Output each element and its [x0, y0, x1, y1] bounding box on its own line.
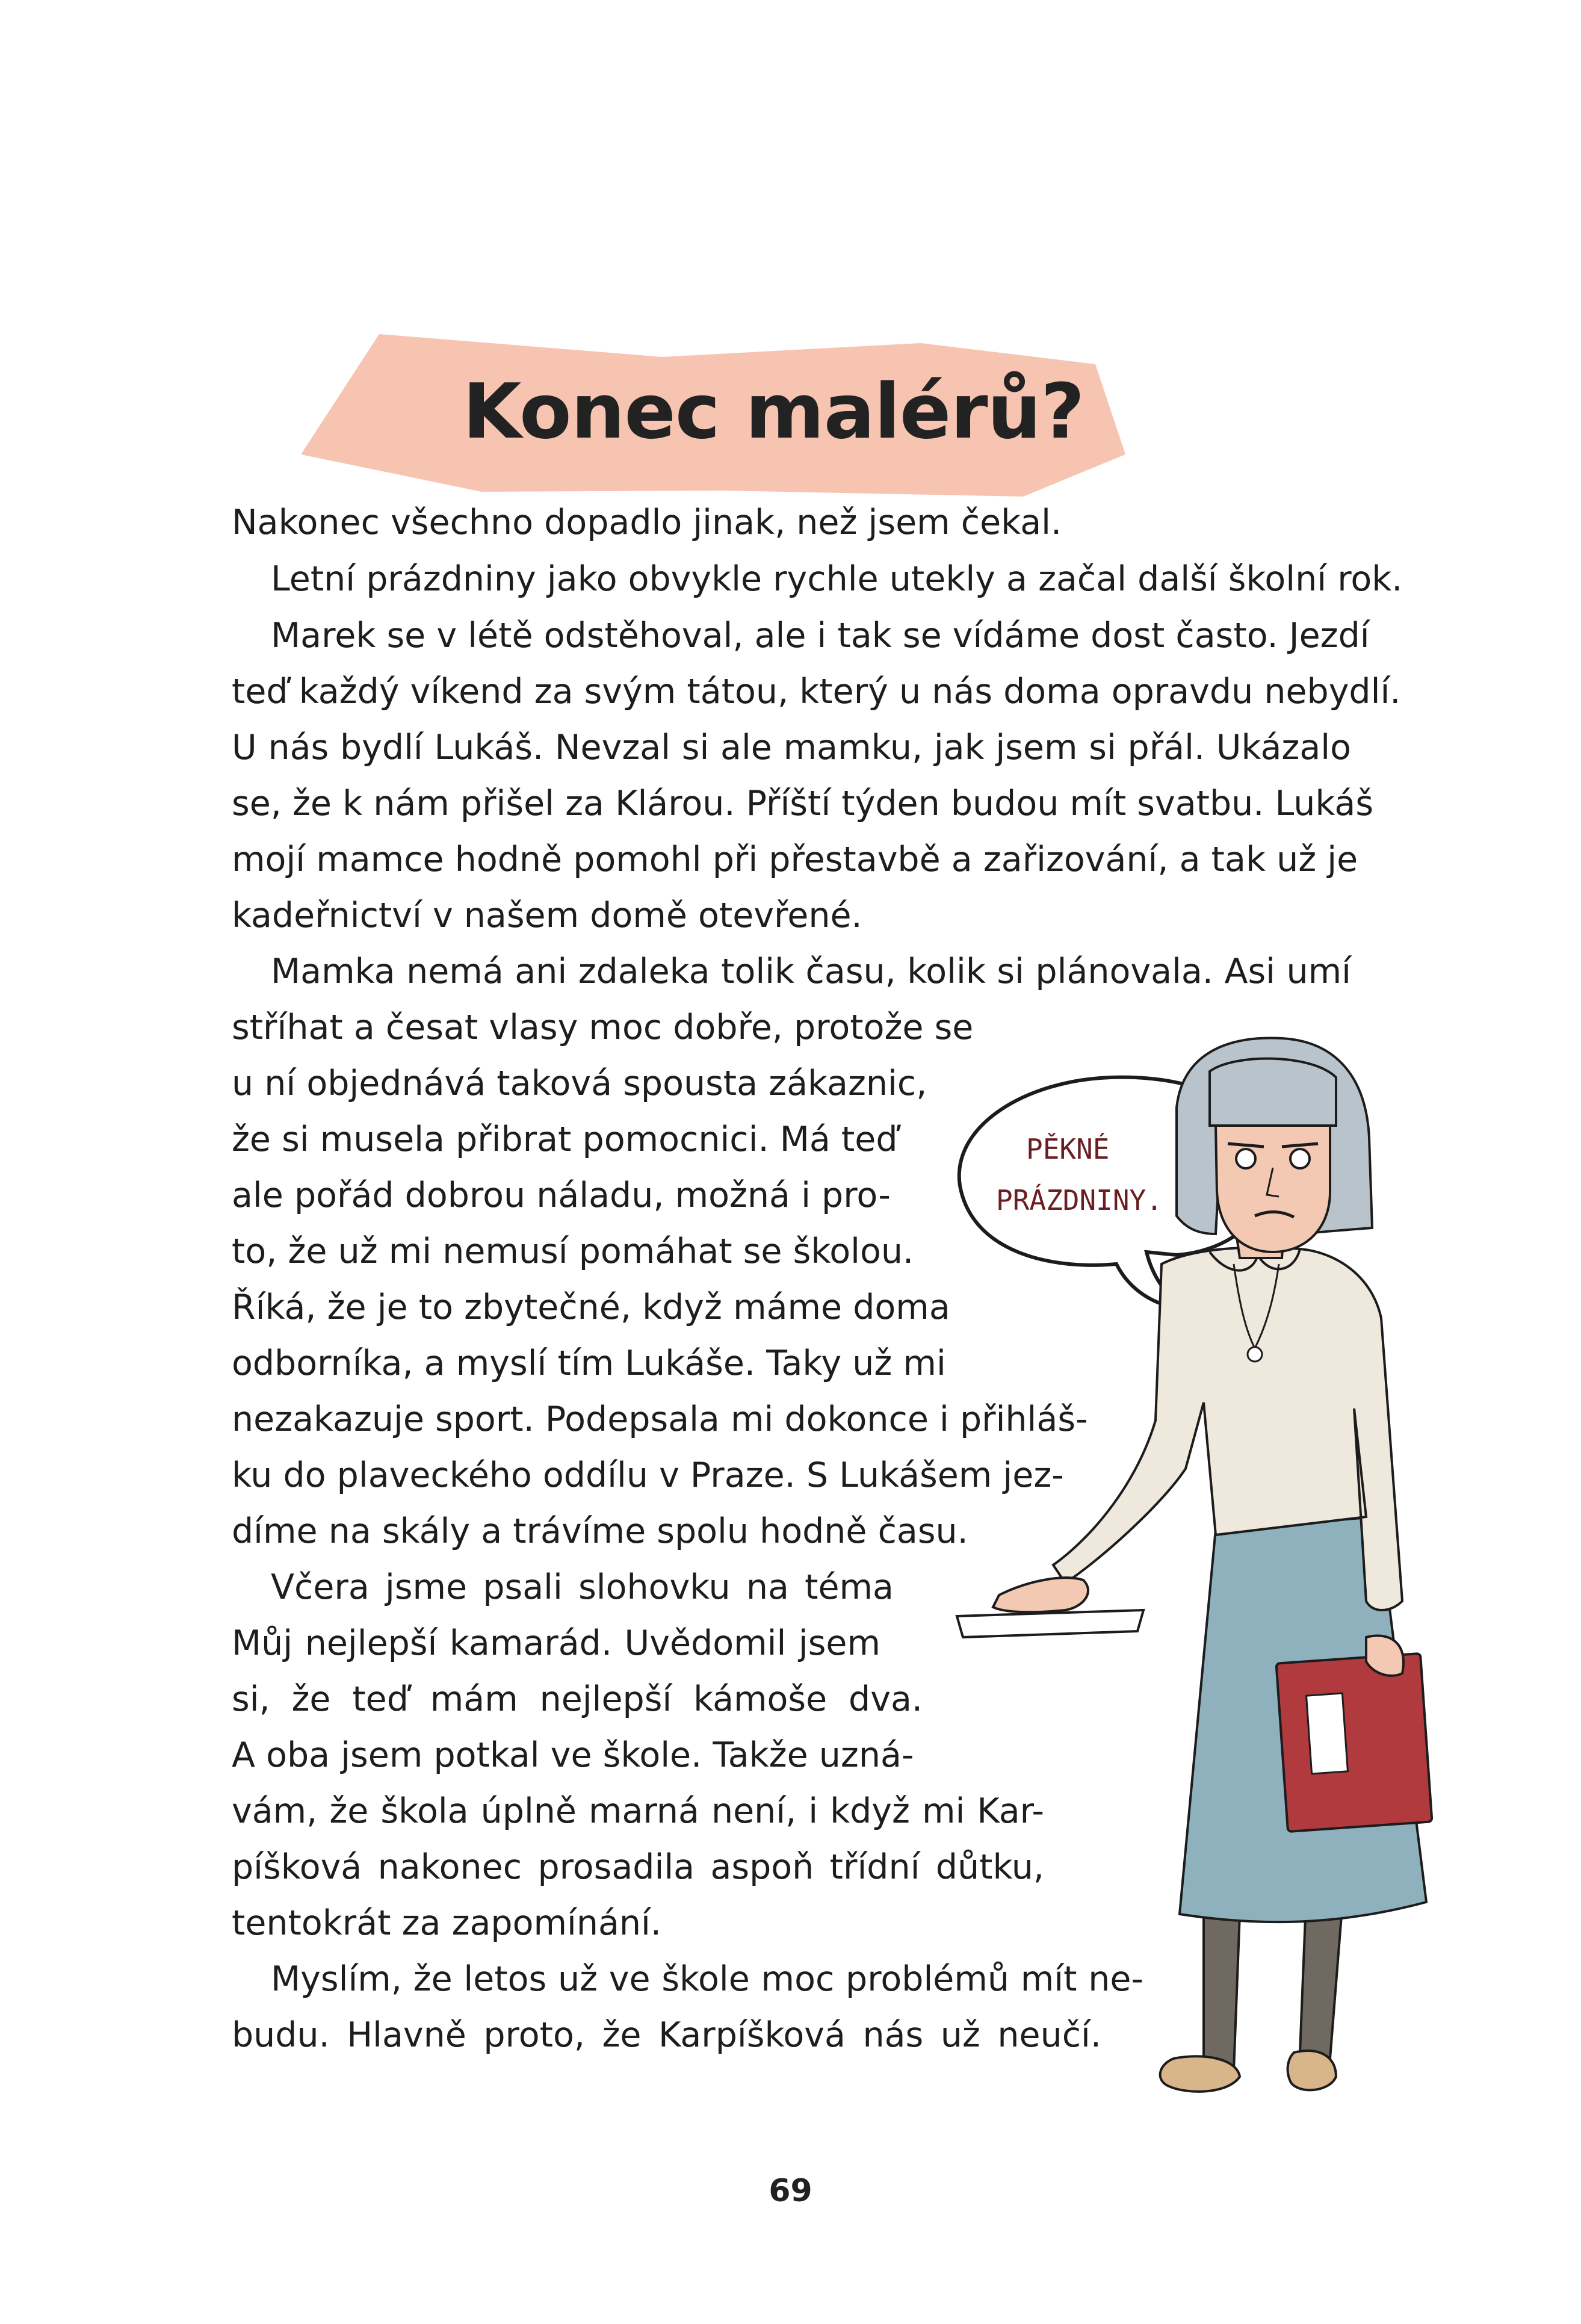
text-line: že si musela přibrat pomocnici. Má teď	[232, 1120, 898, 1159]
text-line: mojí mamce hodně pomohl při přestavbě a zařizování, a tak už je	[232, 840, 1358, 879]
teacher-illustration	[945, 1035, 1462, 2149]
text-line: Myslím, že letos už ve škole moc problémů mít ne-	[271, 1959, 1143, 1999]
book-hand-icon	[1366, 1636, 1403, 1676]
text-line: píšková nakonec prosadila aspoň třídní důtku,	[232, 1847, 1044, 1887]
legs	[1204, 1902, 1342, 2071]
text-line: u ní objednává taková spousta zákaznic,	[232, 1064, 927, 1103]
text-line: si, že teď mám nejlepší kámoše dva.	[232, 1679, 923, 1719]
text-line: Letní prázdniny jako obvykle rychle utekly a začal další školní rok.	[271, 559, 1403, 599]
speech-bubble-line1: PĚKNÉ	[1026, 1133, 1110, 1165]
text-line: odborníka, a myslí tím Lukáše. Taky už mi	[232, 1343, 946, 1383]
text-line: Včera jsme psali slohovku na téma	[271, 1567, 894, 1607]
chapter-title-banner	[301, 334, 1125, 503]
hand-icon	[993, 1578, 1088, 1612]
right-shoe-icon	[1288, 2051, 1336, 2090]
hair-fringe	[1210, 1059, 1336, 1126]
text-line: Říká, že je to zbytečné, když máme doma	[232, 1287, 950, 1327]
desk	[957, 1610, 1143, 1637]
text-line: ale pořád dobrou náladu, možná i pro-	[232, 1176, 891, 1215]
text-line: A oba jsem potkal ve škole. Takže uzná-	[232, 1735, 914, 1775]
text-line: se, že k nám přišel za Klárou. Příští týden budou mít svatbu. Lukáš	[232, 784, 1374, 823]
page-number: 69	[769, 2173, 812, 2209]
text-line: teď každý víkend za svým tátou, který u nás doma opravdu nebydlí.	[232, 672, 1401, 711]
text-line: Marek se v létě odstěhoval, ale i tak se vídáme dost často. Jezdí	[271, 616, 1370, 655]
text-line: díme na skály a trávíme spolu hodně času.	[232, 1511, 968, 1551]
text-line: to, že už mi nemusí pomáhat se školou.	[232, 1232, 914, 1271]
speech-bubble-line2: PRÁZDNINY.	[996, 1184, 1163, 1216]
text-line: Mamka nemá ani zdaleka tolik času, kolik si plánovala. Asi umí	[271, 952, 1351, 991]
text-line: U nás bydlí Lukáš. Nevzal si ale mamku, jak jsem si přál. Ukázalo	[232, 728, 1351, 767]
text-line: ku do plaveckého oddílu v Praze. S Lukášem jez-	[232, 1455, 1064, 1495]
text-line: Nakonec všechno dopadlo jinak, než jsem čekal.	[232, 503, 1062, 542]
right-eye-icon	[1290, 1149, 1310, 1168]
text-line: vám, že škola úplně marná není, i když mi Kar-	[232, 1791, 1044, 1831]
book-icon	[1276, 1653, 1432, 1832]
text-line: tentokrát za zapomínání.	[232, 1903, 661, 1943]
text-line: nezakazuje sport. Podepsala mi dokonce i přihláš-	[232, 1399, 1088, 1439]
text-line: stříhat a česat vlasy moc dobře, protože se	[232, 1008, 974, 1047]
chapter-title: Konec malérů?	[462, 367, 1084, 456]
left-shoe-icon	[1160, 2056, 1240, 2092]
left-eye-icon	[1236, 1149, 1255, 1168]
text-line: Můj nejlepší kamarád. Uvědomil jsem	[232, 1623, 880, 1663]
text-line: budu. Hlavně proto, že Karpíšková nás už neučí.	[232, 2015, 1101, 2055]
text-line: kadeřnictví v našem domě otevřené.	[232, 896, 862, 935]
